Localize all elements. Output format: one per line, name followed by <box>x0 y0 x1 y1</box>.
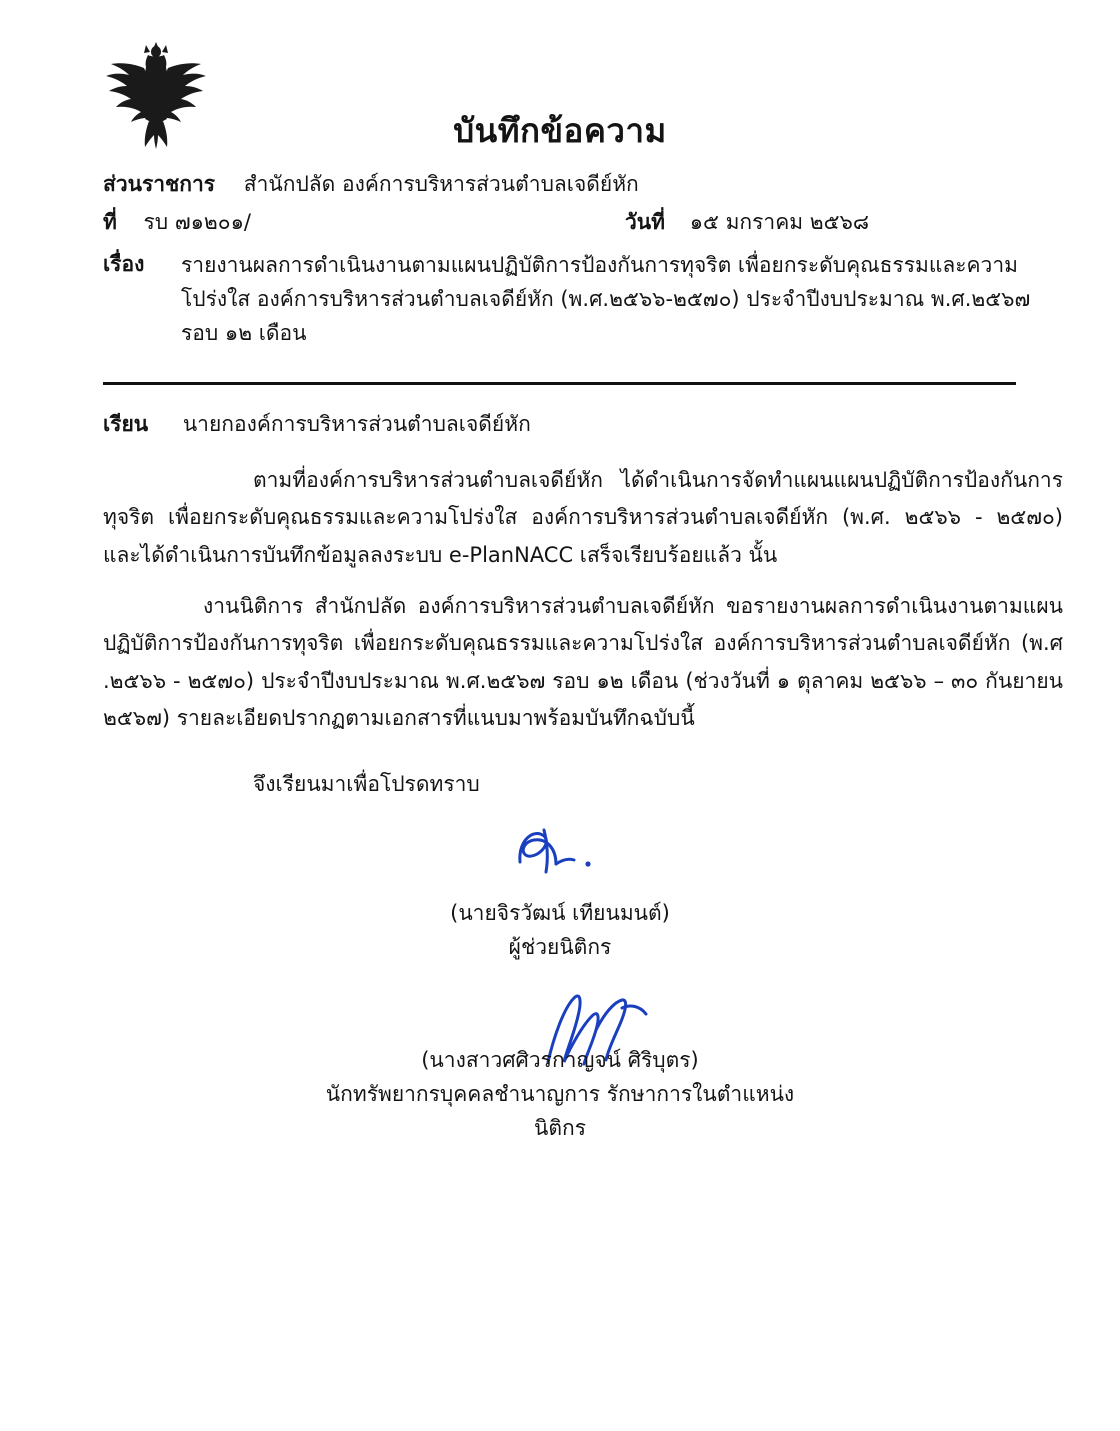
signature-name-2: (นางสาวศศิวรกาญจน์ ศิริบุตร) <box>421 1048 699 1072</box>
body-paragraph-1: ตามที่องค์การบริหารส่วนตำบลเจดีย์หัก ได้ดำเนินการจัดทำแผนแผนปฏิบัติการป้องกันการทุจริต เพื่อยกระดับคุณธรรมและความโปร่งใส องค์การบริหารส่วนตำบลเจดีย์หัก (พ.ศ. ๒๕๖๖ - ๒๕๗๐) และได้ดำเนินการบันทึกข้อมูลลงระบบ e-PlanNACC เสร็จเรียบร้อยแล้ว นั้น <box>103 468 1063 567</box>
field-date <box>625 206 869 239</box>
field-addressee <box>103 408 531 441</box>
field-department-value: สำนักปลัด องค์การบริหารส่วนตำบลเจดีย์หัก <box>243 172 639 196</box>
field-date-value: ๑๕ มกราคม ๒๕๖๘ <box>689 210 870 234</box>
document-title: บันทึกข้อความ <box>453 111 667 150</box>
signature-position-2a: นักทรัพยากรบุคคลชำนาญการ รักษาการในตำแหน่ง <box>325 1082 795 1107</box>
field-number-value: รบ ๗๑๒๐๑/ <box>143 210 252 234</box>
signature-position-1: ผู้ช่วยนิติกร <box>508 935 612 960</box>
field-number <box>103 206 251 239</box>
header-divider <box>103 382 1016 385</box>
signature-name-1: (นายจิรวัฒน์ เทียนมนต์) <box>450 901 670 925</box>
body-paragraph-2: งานนิติการ สำนักปลัด องค์การบริหารส่วนตำบลเจดีย์หัก ขอรายงานผลการดำเนินงานตามแผนปฏิบัติการป้องกันการทุจริต เพื่อยกระดับคุณธรรมและความโปร่งใส องค์การบริหารส่วนตำบลเจดีย์หัก (พ.ศ .๒๕๖๖ - ๒๕๗๐) ประจำปีงบประมาณ พ.ศ.๒๕๖๗ รอบ ๑๒ เดือน (ช่วงวันที่ ๑ ตุลาคม ๒๕๖๖ – ๓๐ กันยายน ๒๕๖๗) รายละเอียดปรากฏตามเอกสารที่แนบมาพร้อมบันทึกฉบับนี้ <box>103 594 1063 731</box>
field-subject-value: รายงานผลการดำเนินงานตามแผนปฏิบัติการป้องกันการทุจริต เพื่อยกระดับคุณธรรมและความโปร่งใส องค์การบริหารส่วนตำบลเจดีย์หัก (พ.ศ.๒๕๖๖-๒๕๗๐) ประจำปีงบประมาณ พ.ศ.๒๕๖๗ รอบ ๑๒ เดือน <box>181 253 1031 346</box>
field-department <box>103 168 639 201</box>
body-paragraph-3: จึงเรียนมาเพื่อโปรดทราบ <box>253 772 480 796</box>
signature-mark-1-icon <box>500 820 610 890</box>
signature-position-2b: นิติกร <box>534 1116 586 1141</box>
field-addressee-label: เรียน <box>103 412 149 436</box>
field-subject-label: เรื่อง <box>103 252 145 276</box>
signature-block-2 <box>0 1043 1120 1145</box>
field-subject <box>103 248 1063 350</box>
signature-block-1 <box>0 896 1120 964</box>
field-number-label: ที่ <box>103 210 117 234</box>
field-department-label: ส่วนราชการ <box>103 172 216 196</box>
field-addressee-value: นายกองค์การบริหารส่วนตำบลเจดีย์หัก <box>182 412 531 436</box>
field-date-label: วันที่ <box>625 210 665 234</box>
